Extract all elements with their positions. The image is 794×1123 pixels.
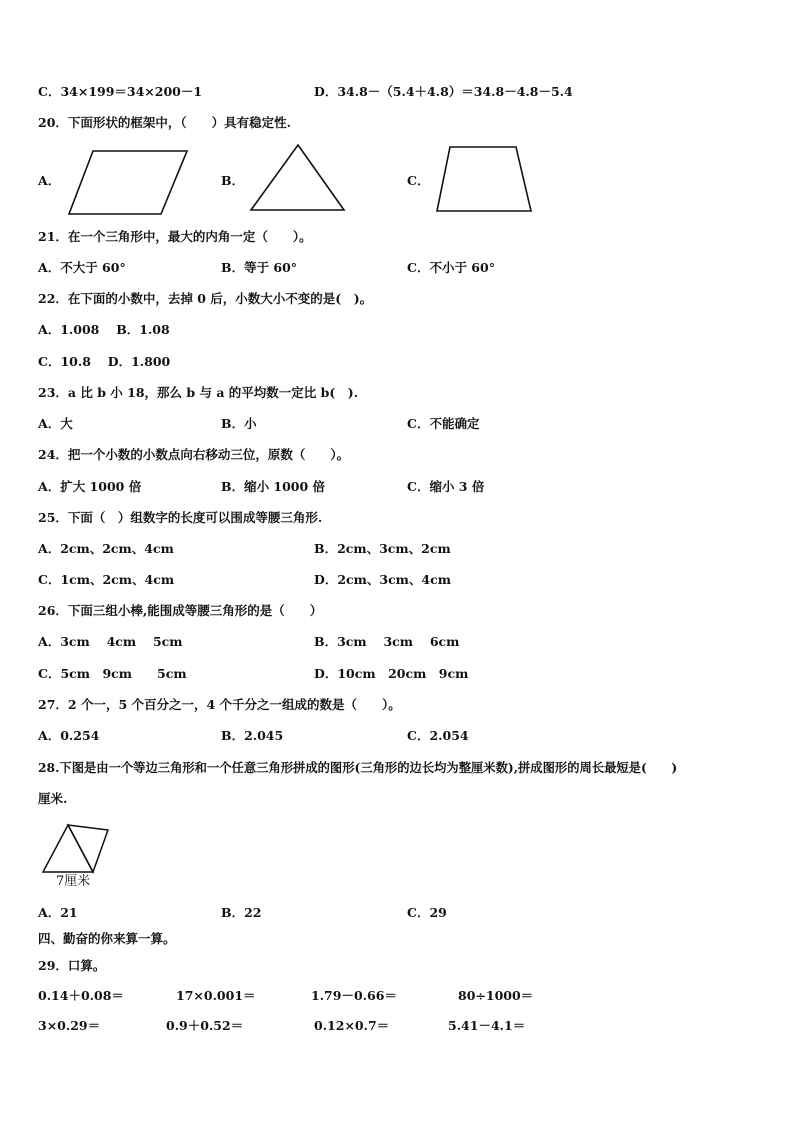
q24-option-c: C．缩小 3 倍: [407, 479, 485, 494]
q26-option-a: A．3cm 4cm 5cm: [38, 634, 183, 649]
section-4-title: 四、勤奋的你来算一算。: [38, 931, 176, 946]
q26-stem: 26．下面三组小棒,能围成等腰三角形的是（ ）: [38, 603, 323, 618]
q29-item: 0.14＋0.08＝: [38, 988, 124, 1003]
q29-stem: 29．口算。: [38, 958, 106, 973]
q29-item: 17×0.001＝: [176, 988, 256, 1003]
q26-option-b: B．3cm 3cm 6cm: [314, 634, 460, 649]
q27-option-b: B．2.045: [221, 728, 284, 743]
q25-option-d: D．2cm、3cm、4cm: [314, 572, 451, 587]
q28-stem-continued: 厘米.: [38, 791, 68, 806]
q28-option-b: B．22: [221, 905, 262, 920]
q23-stem: 23．a 比 b 小 18，那么 b 与 a 的平均数一定比 b( ).: [38, 385, 359, 400]
trapezoid-shape: [434, 143, 536, 217]
q20-stem: 20．下面形状的框架中，（ ）具有稳定性.: [38, 115, 291, 130]
q27-stem: 27．2 个一，5 个百分之一，4 个千分之一组成的数是（ ）。: [38, 697, 401, 712]
q20-option-a: A．: [38, 173, 61, 188]
q25-option-a: A．2cm、2cm、4cm: [38, 541, 174, 556]
combined-triangles-figure: [40, 822, 112, 876]
q26-option-d: D．10cm 20cm 9cm: [314, 666, 469, 681]
q24-option-b: B．缩小 1000 倍: [221, 479, 326, 494]
q28-option-a: A．21: [38, 905, 78, 920]
q28-stem: 28.下图是由一个等边三角形和一个任意三角形拼成的图形(三角形的边长均为整厘米数),拼成图形的周长最短是( ): [38, 760, 678, 775]
q26-option-c: C．5cm 9cm 5cm: [38, 666, 187, 681]
q22-options-ab: A．1.008 B．1.08: [38, 322, 170, 337]
q25-stem: 25．下面（ ）组数字的长度可以围成等腰三角形.: [38, 510, 323, 525]
q22-stem: 22．在下面的小数中，去掉 0 后，小数大小不变的是( )。: [38, 291, 373, 306]
q28-figure-label: 7厘米: [56, 874, 91, 889]
q19-option-d: D．34.8－（5.4＋4.8）＝34.8－4.8－5.4: [314, 84, 573, 99]
q28-option-c: C．29: [407, 905, 447, 920]
q29-item: 3×0.29＝: [38, 1018, 101, 1033]
q21-option-a: A．不大于 60°: [38, 260, 126, 275]
q29-item: 1.79－0.66＝: [311, 988, 397, 1003]
q20-option-c: C．: [407, 173, 430, 188]
parallelogram-shape: [66, 148, 191, 218]
q29-item: 0.12×0.7＝: [314, 1018, 390, 1033]
q21-option-b: B．等于 60°: [221, 260, 298, 275]
q23-option-a: A．大: [38, 416, 73, 431]
q27-option-a: A．0.254: [38, 728, 100, 743]
q27-option-c: C．2.054: [407, 728, 469, 743]
q22-options-cd: C．10.8 D．1.800: [38, 354, 171, 369]
q29-item: 5.41－4.1＝: [448, 1018, 526, 1033]
q25-option-c: C．1cm、2cm、4cm: [38, 572, 175, 587]
q21-option-c: C．不小于 60°: [407, 260, 495, 275]
q24-stem: 24．把一个小数的小数点向右移动三位，原数（ ）。: [38, 447, 350, 462]
triangle-shape: [248, 142, 348, 216]
q29-item: 0.9＋0.52＝: [166, 1018, 244, 1033]
q23-option-c: C．不能确定: [407, 416, 480, 431]
q21-stem: 21．在一个三角形中，最大的内角一定（ ）。: [38, 229, 312, 244]
q20-option-b: B．: [221, 173, 245, 188]
q23-option-b: B．小: [221, 416, 257, 431]
q24-option-a: A．扩大 1000 倍: [38, 479, 142, 494]
q29-item: 80÷1000＝: [458, 988, 534, 1003]
q19-option-c: C．34×199＝34×200－1: [38, 84, 203, 99]
q25-option-b: B．2cm、3cm、2cm: [314, 541, 451, 556]
